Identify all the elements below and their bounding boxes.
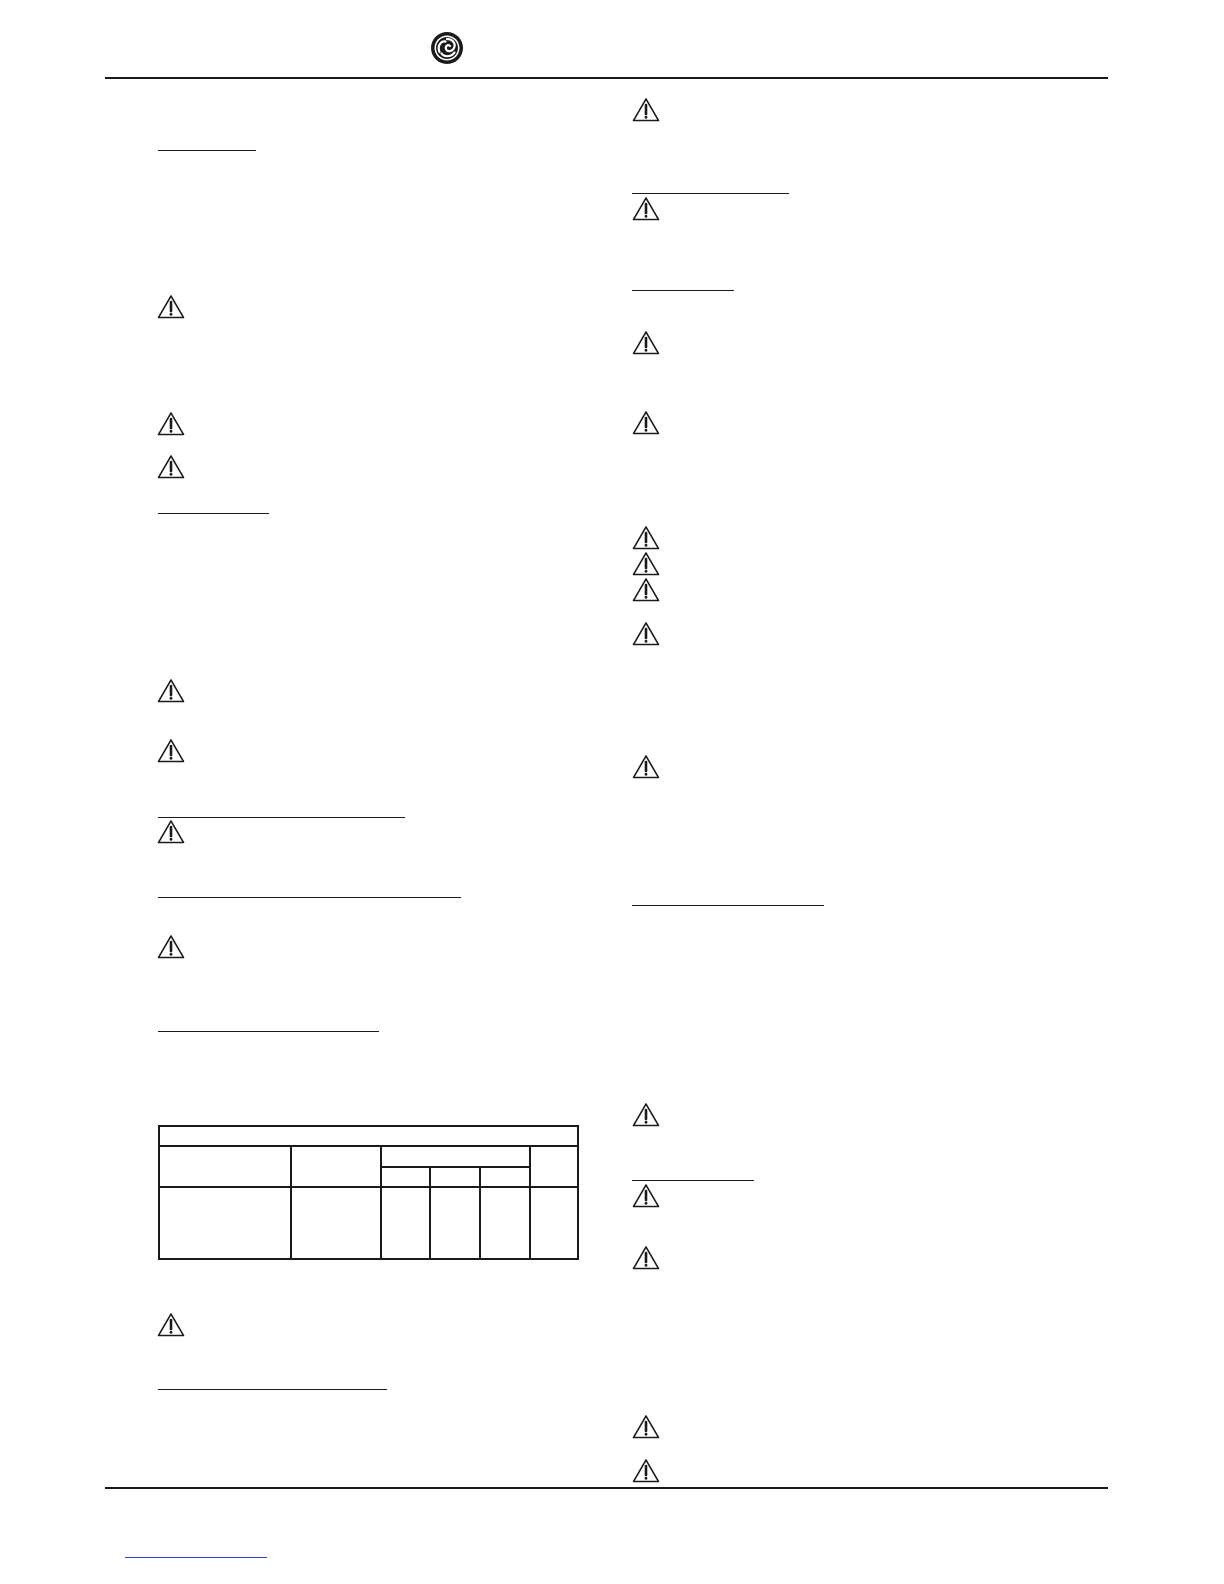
warning-icon [157, 819, 185, 844]
section-heading-underline [632, 1180, 754, 1181]
section-heading-underline [158, 817, 405, 818]
warning-icon [632, 551, 660, 576]
table-column-border [529, 1146, 531, 1258]
warning-icon [157, 738, 185, 763]
section-heading-underline [158, 150, 256, 151]
warning-icon [632, 754, 660, 779]
warning-icon [632, 577, 660, 602]
table-column-border [429, 1167, 431, 1258]
warning-icon [632, 1183, 660, 1208]
warning-icon [632, 196, 660, 221]
section-heading-underline [632, 905, 824, 906]
warning-icon [632, 410, 660, 435]
warning-icon [157, 1312, 185, 1337]
table-column-border [479, 1167, 481, 1258]
header-rule [105, 77, 1108, 79]
warning-icon [157, 678, 185, 703]
section-heading-underline [158, 1031, 379, 1032]
section-heading-underline [632, 193, 789, 194]
section-heading-underline [632, 290, 734, 291]
table-column-border [380, 1146, 382, 1258]
table-subheader-border [380, 1166, 530, 1168]
warning-icon [632, 1458, 660, 1483]
section-heading-underline [158, 513, 269, 514]
warning-icon [632, 1245, 660, 1270]
section-heading-underline [158, 897, 461, 898]
warning-icon [632, 1102, 660, 1127]
section-heading-underline [158, 1389, 387, 1390]
warning-icon [632, 330, 660, 355]
brand-logo-icon [430, 31, 464, 65]
warning-icon [632, 621, 660, 646]
warning-icon [632, 1414, 660, 1439]
table-header-bottom-border [160, 1186, 577, 1188]
footer-link-underline[interactable] [125, 1557, 267, 1558]
table-column-border [290, 1146, 292, 1258]
footer-rule [105, 1487, 1108, 1489]
warning-icon [157, 934, 185, 959]
table-title-row-border [160, 1145, 577, 1147]
warning-icon [157, 411, 185, 436]
warning-icon [632, 97, 660, 122]
warning-icon [632, 525, 660, 550]
warning-icon [157, 454, 185, 479]
specification-table [158, 1125, 579, 1260]
warning-icon [157, 294, 185, 319]
